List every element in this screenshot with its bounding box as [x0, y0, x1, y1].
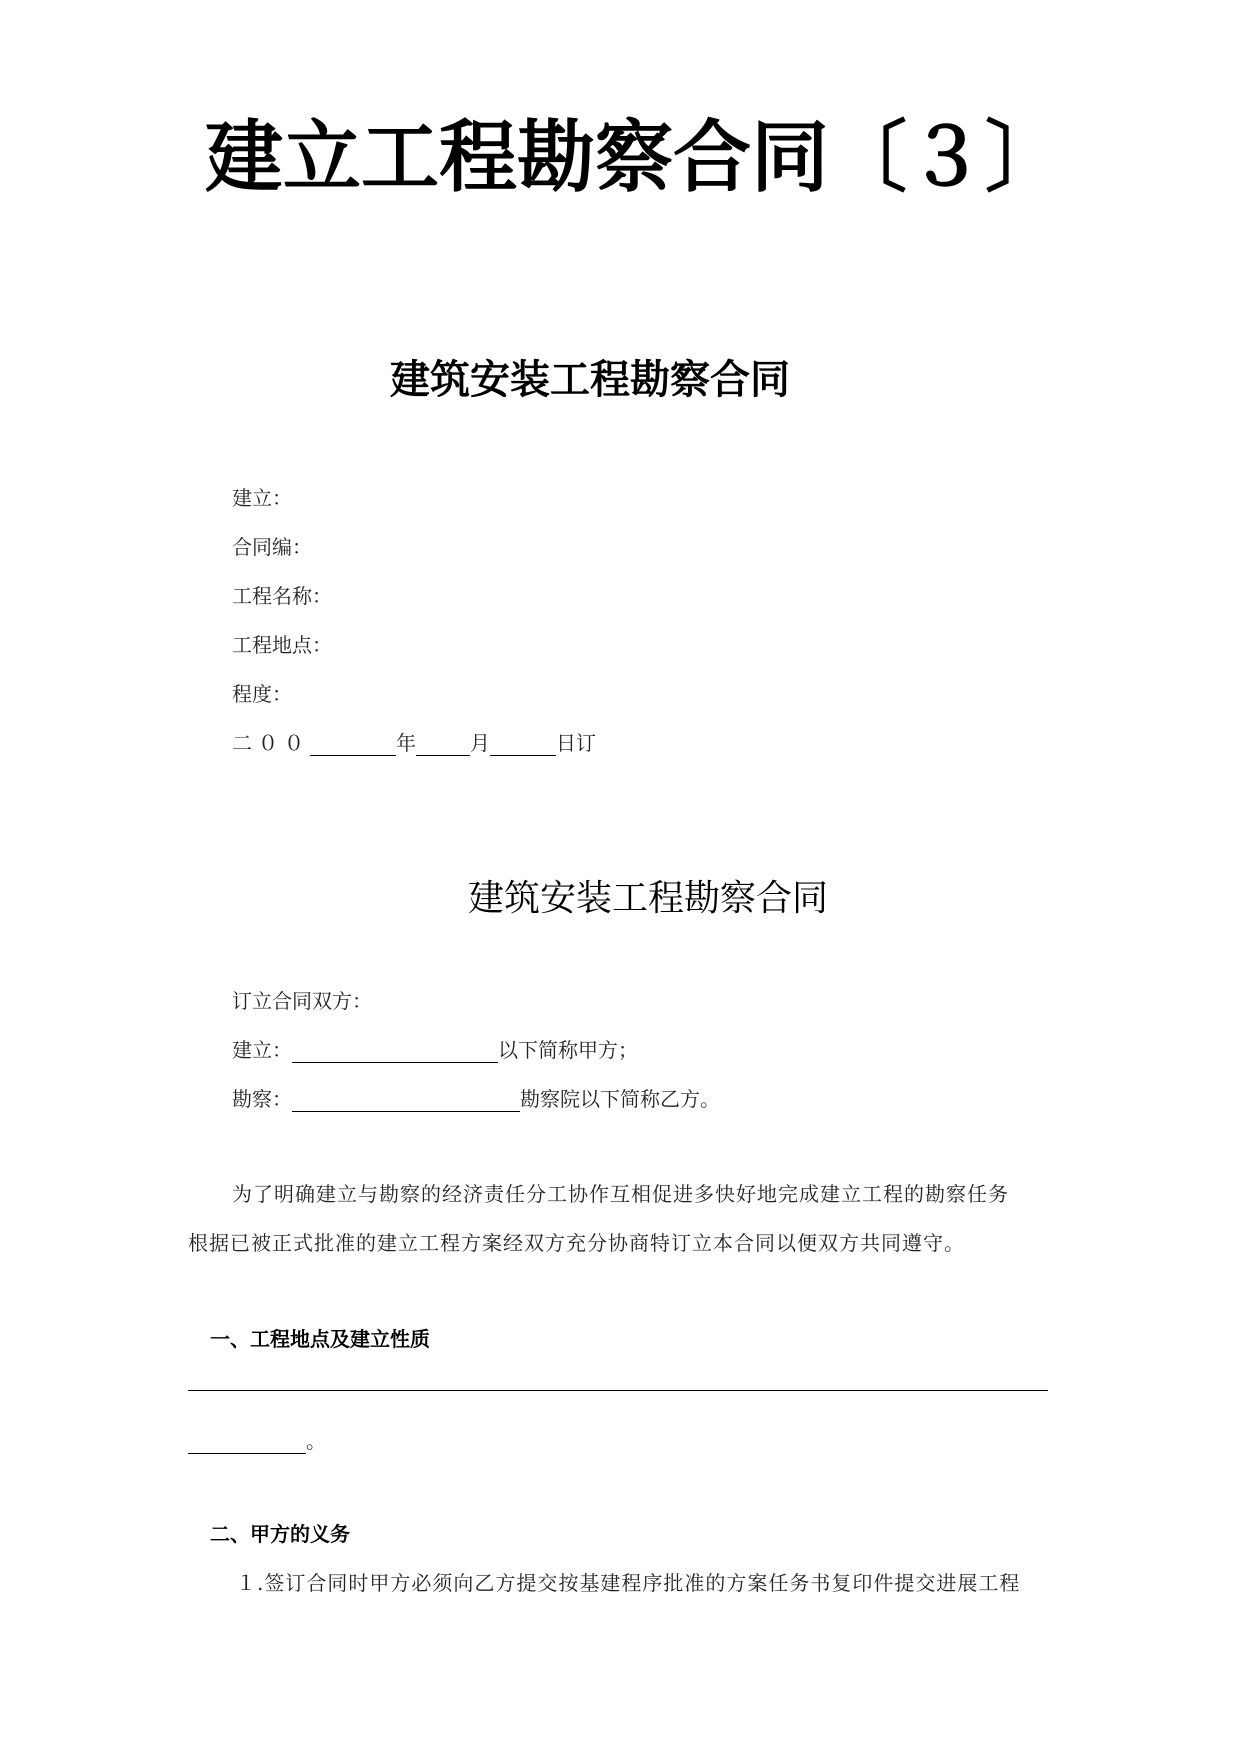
party-b-label: 勘察： [232, 1087, 292, 1111]
field-construction: 建立： [232, 486, 292, 510]
section-1-short-blank [188, 1431, 306, 1454]
intro-paragraph-line-2: 根据已被正式批准的建立工程方案经双方充分协商特订立本合同以便双方共同遵守。 [188, 1231, 965, 1255]
party-a-label: 建立： [232, 1038, 292, 1062]
section-1-blank-line [188, 1390, 1048, 1391]
body-title: 建筑安装工程勘察合同 [468, 878, 829, 919]
field-degree: 程度： [232, 682, 292, 706]
section-2-item-1: １.签订合同时甲方必须向乙方提交按基建程序批准的方案任务书复印件提交进展工程 [236, 1571, 1021, 1595]
party-a-line [232, 1034, 638, 1063]
year-blank [310, 733, 396, 756]
party-b-blank [292, 1089, 520, 1112]
date-day: 日订 [556, 731, 596, 755]
date-prefix: 二００ [232, 731, 310, 755]
date-month: 月 [470, 731, 490, 755]
intro-paragraph-line-1: 为了明确建立与勘察的经济责任分工协作互相促进多快好地完成建立工程的勘察任务 [232, 1182, 1009, 1206]
field-project-name: 工程名称： [232, 584, 332, 608]
party-a-suffix: 以下简称甲方； [498, 1038, 638, 1062]
field-contract-number: 合同编： [232, 535, 312, 559]
section-1-period: 。 [306, 1429, 326, 1453]
date-year: 年 [396, 731, 416, 755]
section-1-heading: 一、工程地点及建立性质 [210, 1327, 430, 1351]
field-project-location: 工程地点： [232, 633, 332, 657]
date-line [232, 727, 596, 756]
section-2-heading: 二、甲方的义务 [210, 1522, 350, 1546]
day-blank [490, 733, 556, 756]
parties-intro: 订立合同双方： [232, 989, 372, 1013]
section-1-end-line [188, 1425, 326, 1454]
document-main-title: 建立工程勘察合同〔３〕 [205, 113, 1064, 203]
party-a-blank [292, 1040, 498, 1063]
month-blank [416, 733, 470, 756]
party-b-line [232, 1083, 720, 1112]
party-b-suffix: 勘察院以下简称乙方。 [520, 1087, 720, 1111]
cover-title: 建筑安装工程勘察合同 [390, 356, 790, 403]
